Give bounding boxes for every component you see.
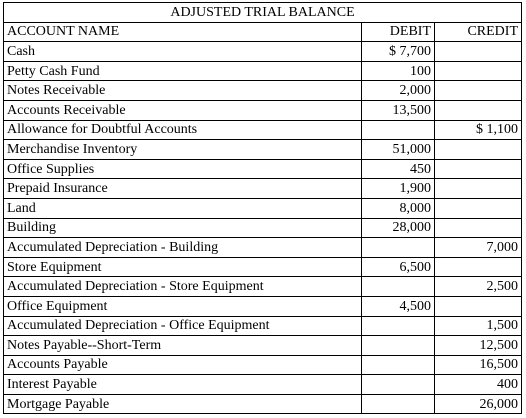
table-row	[4, 218, 522, 238]
table-row	[4, 238, 522, 258]
account-name-cell: Office Equipment	[4, 296, 362, 316]
debit-cell: 1,900	[362, 179, 435, 199]
account-name-cell: Land	[4, 198, 362, 218]
account-name-cell: Accumulated Depreciation - Store Equipment	[4, 277, 362, 297]
debit-cell	[362, 355, 435, 375]
debit-cell	[362, 238, 435, 258]
credit-cell	[435, 140, 522, 160]
account-name-cell: Merchandise Inventory	[4, 140, 362, 160]
account-name-cell: Notes Payable--Short-Term	[4, 336, 362, 356]
credit-cell: 1,500	[435, 316, 522, 336]
table-row	[4, 198, 522, 218]
table-row	[4, 394, 522, 414]
table-row	[4, 42, 522, 62]
debit-cell	[362, 336, 435, 356]
debit-cell	[362, 316, 435, 336]
account-name-cell: Mortgage Payable	[4, 394, 362, 414]
table-body	[4, 42, 522, 414]
credit-cell	[435, 218, 522, 238]
debit-cell: 450	[362, 159, 435, 179]
account-name-cell: Accumulated Depreciation - Building	[4, 238, 362, 258]
account-name-header: ACCOUNT NAME	[4, 22, 362, 42]
debit-cell: 13,500	[362, 100, 435, 120]
debit-cell: 4,500	[362, 296, 435, 316]
account-name-cell: Interest Payable	[4, 375, 362, 395]
table-row	[4, 159, 522, 179]
debit-cell: 100	[362, 61, 435, 81]
table-row	[4, 120, 522, 140]
table-row	[4, 375, 522, 395]
account-name-cell: Accumulated Depreciation - Office Equipment	[4, 316, 362, 336]
credit-cell: 2,500	[435, 277, 522, 297]
debit-cell: 6,500	[362, 257, 435, 277]
table-row	[4, 179, 522, 199]
debit-cell: 8,000	[362, 198, 435, 218]
title-row	[4, 3, 522, 23]
table-row	[4, 257, 522, 277]
account-name-cell: Accounts Receivable	[4, 100, 362, 120]
credit-cell: 7,000	[435, 238, 522, 258]
credit-cell	[435, 42, 522, 62]
debit-cell: $ 7,700	[362, 42, 435, 62]
account-name-cell: Notes Receivable	[4, 81, 362, 101]
debit-cell	[362, 375, 435, 395]
table-row	[4, 277, 522, 297]
table-row	[4, 81, 522, 101]
credit-cell	[435, 61, 522, 81]
debit-cell: 28,000	[362, 218, 435, 238]
table-row	[4, 336, 522, 356]
credit-cell	[435, 159, 522, 179]
credit-cell: $ 1,100	[435, 120, 522, 140]
table-title: ADJUSTED TRIAL BALANCE	[4, 3, 522, 23]
account-name-cell: Petty Cash Fund	[4, 61, 362, 81]
credit-header: CREDIT	[435, 22, 522, 42]
credit-cell: 26,000	[435, 394, 522, 414]
account-name-cell: Office Supplies	[4, 159, 362, 179]
credit-cell: 400	[435, 375, 522, 395]
table-row	[4, 140, 522, 160]
account-name-cell: Cash	[4, 42, 362, 62]
account-name-cell: Prepaid Insurance	[4, 179, 362, 199]
credit-cell	[435, 296, 522, 316]
debit-cell	[362, 277, 435, 297]
credit-cell: 16,500	[435, 355, 522, 375]
account-name-cell: Store Equipment	[4, 257, 362, 277]
table-row	[4, 316, 522, 336]
account-name-cell: Allowance for Doubtful Accounts	[4, 120, 362, 140]
table-row	[4, 355, 522, 375]
credit-cell	[435, 198, 522, 218]
header-row	[4, 22, 522, 42]
table-row	[4, 61, 522, 81]
debit-cell: 51,000	[362, 140, 435, 160]
credit-cell	[435, 81, 522, 101]
credit-cell	[435, 179, 522, 199]
account-name-cell: Accounts Payable	[4, 355, 362, 375]
credit-cell: 12,500	[435, 336, 522, 356]
trial-balance-table	[3, 2, 522, 414]
table-row	[4, 296, 522, 316]
debit-cell	[362, 120, 435, 140]
debit-header: DEBIT	[362, 22, 435, 42]
account-name-cell: Building	[4, 218, 362, 238]
debit-cell: 2,000	[362, 81, 435, 101]
credit-cell	[435, 257, 522, 277]
debit-cell	[362, 394, 435, 414]
table-row	[4, 100, 522, 120]
credit-cell	[435, 100, 522, 120]
